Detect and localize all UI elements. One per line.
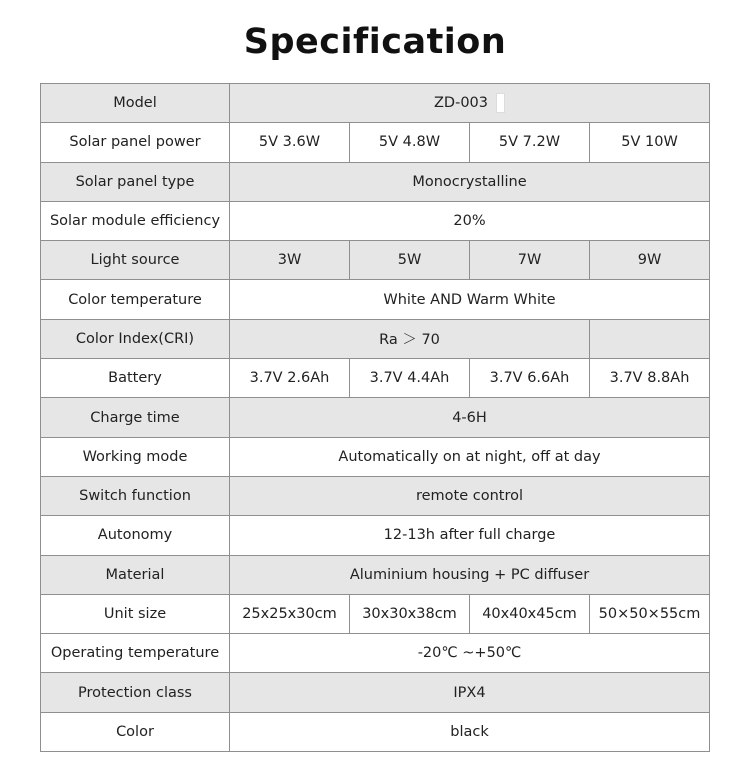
row-charge-time xyxy=(41,398,710,437)
row-battery xyxy=(41,359,710,398)
value-cell: 9W xyxy=(590,241,710,280)
row-label: Solar panel power xyxy=(41,123,230,162)
row-value: 12-13h after full charge xyxy=(230,516,710,555)
row-label: Solar module efficiency xyxy=(41,201,230,240)
row-light-source xyxy=(41,241,710,280)
value-cell: 25x25x30cm xyxy=(230,594,350,633)
row-value: Aluminium housing + PC diffuser xyxy=(230,555,710,594)
row-label: Color xyxy=(41,712,230,751)
row-value: Automatically on at night, off at day xyxy=(230,437,710,476)
value-cell: 3.7V 6.6Ah xyxy=(470,359,590,398)
value-cell: 30x30x38cm xyxy=(350,594,470,633)
row-value: White AND Warm White xyxy=(230,280,710,319)
row-working-mode xyxy=(41,437,710,476)
row-label: Unit size xyxy=(41,594,230,633)
value-cell: 3W xyxy=(230,241,350,280)
row-model xyxy=(41,84,710,123)
row-value: -20℃ ~+50℃ xyxy=(230,634,710,673)
row-label: Color temperature xyxy=(41,280,230,319)
row-unit-size xyxy=(41,594,710,633)
row-protection-class xyxy=(41,673,710,712)
row-operating-temperature xyxy=(41,634,710,673)
row-label: Autonomy xyxy=(41,516,230,555)
row-label: Charge time xyxy=(41,398,230,437)
row-autonomy xyxy=(41,516,710,555)
value-cell: 3.7V 4.4Ah xyxy=(350,359,470,398)
value-cell: 5V 3.6W xyxy=(230,123,350,162)
row-value xyxy=(230,84,710,123)
value-cell: 3.7V 2.6Ah xyxy=(230,359,350,398)
value-cell: 3.7V 8.8Ah xyxy=(590,359,710,398)
row-value: Ra ＞ 70 xyxy=(230,319,590,358)
row-label: Switch function xyxy=(41,476,230,515)
row-label: Operating temperature xyxy=(41,634,230,673)
value-cell: 7W xyxy=(470,241,590,280)
row-label: Solar panel type xyxy=(41,162,230,201)
row-solar-panel-power xyxy=(41,123,710,162)
row-label: Model xyxy=(41,84,230,123)
row-value: black xyxy=(230,712,710,751)
row-label: Material xyxy=(41,555,230,594)
value-cell: 5V 10W xyxy=(590,123,710,162)
row-color-temperature xyxy=(41,280,710,319)
specification-table xyxy=(40,83,710,752)
row-label: Protection class xyxy=(41,673,230,712)
empty-cell xyxy=(590,319,710,358)
row-value: 20% xyxy=(230,201,710,240)
row-color-index xyxy=(41,319,710,358)
row-value: Monocrystalline xyxy=(230,162,710,201)
row-label: Battery xyxy=(41,359,230,398)
row-label: Color Index(CRI) xyxy=(41,319,230,358)
row-color xyxy=(41,712,710,751)
row-switch-function xyxy=(41,476,710,515)
value-cell: 5V 7.2W xyxy=(470,123,590,162)
row-label: Working mode xyxy=(41,437,230,476)
value-text: ZD-003 xyxy=(434,95,489,112)
text-cursor-icon xyxy=(496,93,505,113)
value-cell: 40x40x45cm xyxy=(470,594,590,633)
row-label: Light source xyxy=(41,241,230,280)
row-value: 4-6H xyxy=(230,398,710,437)
page-title: Specification xyxy=(243,22,507,62)
row-material xyxy=(41,555,710,594)
value-cell: 5W xyxy=(350,241,470,280)
value-cell: 5V 4.8W xyxy=(350,123,470,162)
value-cell: 50×50×55cm xyxy=(590,594,710,633)
row-solar-module-efficiency xyxy=(41,201,710,240)
row-solar-panel-type xyxy=(41,162,710,201)
row-value: remote control xyxy=(230,476,710,515)
row-value: IPX4 xyxy=(230,673,710,712)
